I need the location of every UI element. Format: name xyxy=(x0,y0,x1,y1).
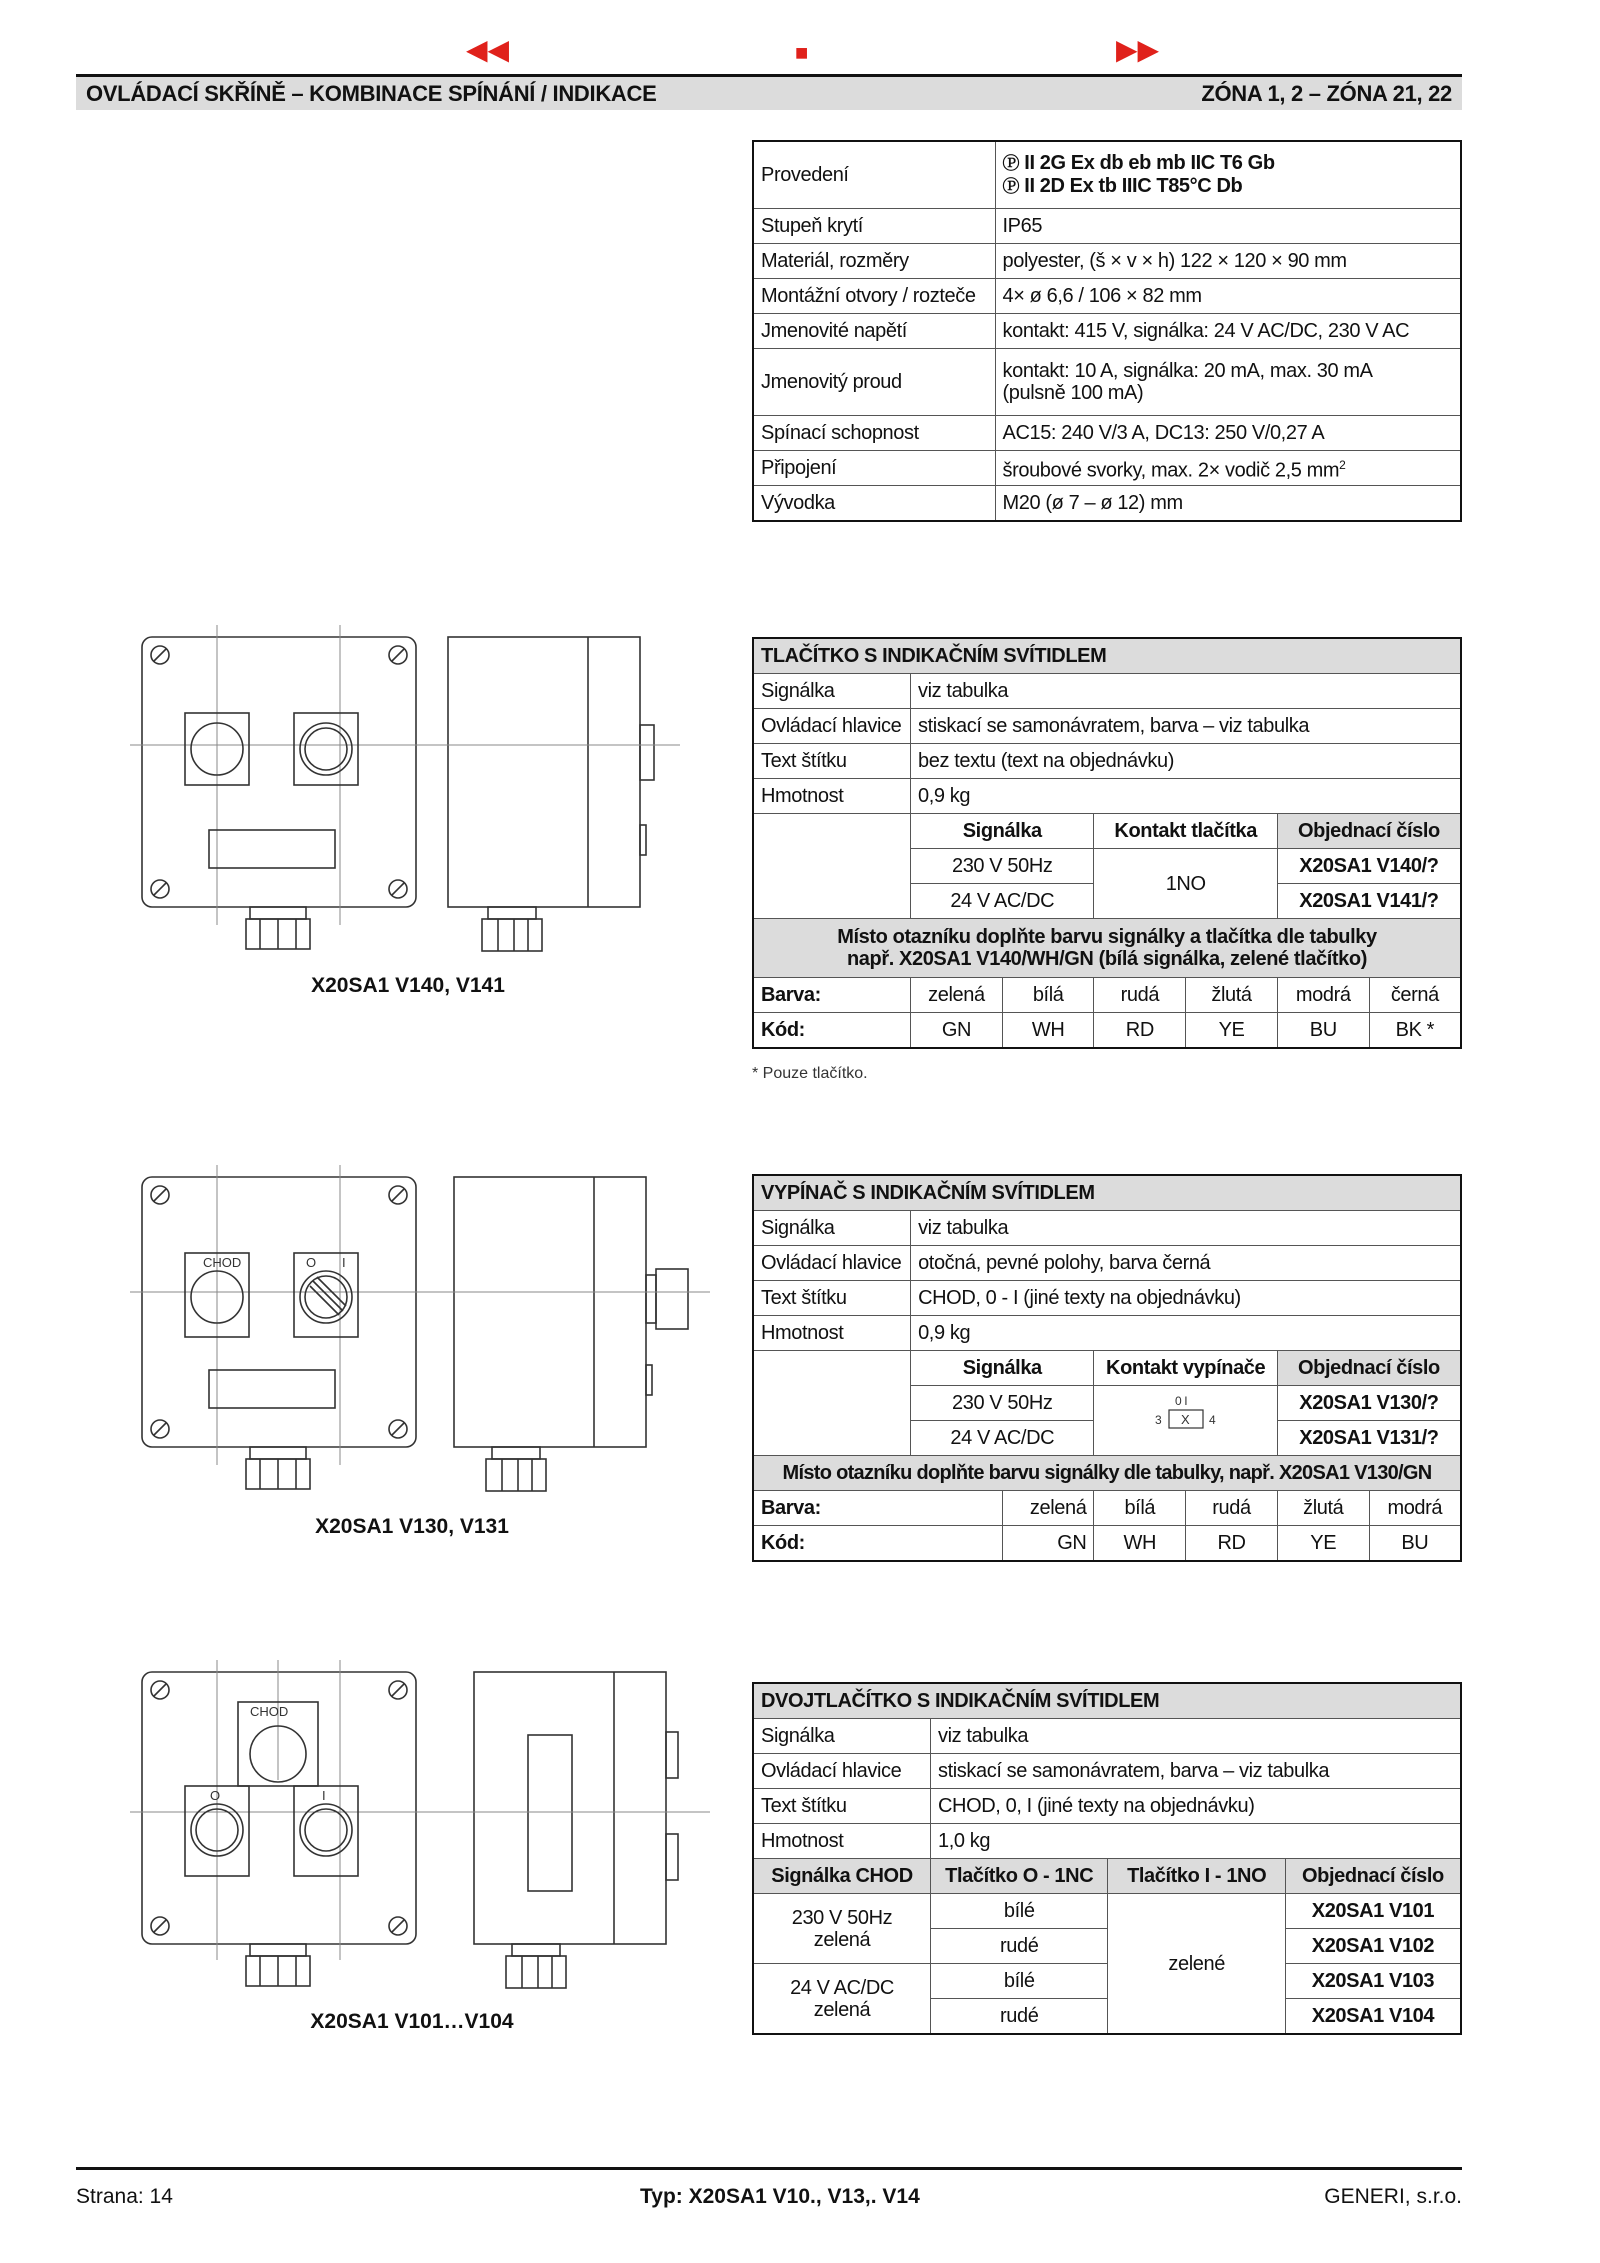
switch-contact-icon xyxy=(1141,1392,1231,1444)
drawing-push-button-box xyxy=(130,625,690,965)
order-number: X20SA1 V101 xyxy=(1285,1894,1461,1929)
svg-text:X: X xyxy=(1180,1412,1189,1427)
table-row: rudé X20SA1 V102 xyxy=(753,1929,1461,1964)
color-row: Barva: zelená bílá rudá žlutá modrá xyxy=(753,1491,1461,1526)
footer-company: GENERI, s.r.o. xyxy=(1324,2185,1462,2208)
footnote: * Pouze tlačítko. xyxy=(752,1065,868,1082)
footer-type: Typ: X20SA1 V10., V13,. V14 xyxy=(640,2185,920,2208)
footer-page: Strana: 14 xyxy=(76,2185,173,2208)
column-header: Signálka xyxy=(911,1351,1094,1386)
code-row: Kód: GN WH RD YE BU BK * xyxy=(753,1013,1461,1049)
drawing-switch-box xyxy=(130,1165,720,1505)
header-right-title: ZÓNA 1, 2 – ZÓNA 21, 22 xyxy=(1201,80,1452,106)
spec-row: Jmenovitý proud kontakt: 10 A, signálka: 20 mA, max. 30 mA (pulsně 100 mA) xyxy=(753,349,1461,416)
spec-row: Ovládací hlavice stiskací se samonávratem, barva – viz tabulka xyxy=(753,709,1461,744)
switch-table xyxy=(752,1174,1462,1562)
column-header: Kontakt vypínače xyxy=(1094,1351,1277,1386)
spec-table xyxy=(752,140,1462,522)
header-left-title: OVLÁDACÍ SKŘÍNĚ – KOMBINACE SPÍNÁNÍ / INDIKACE xyxy=(86,80,657,106)
spec-row: Spínací schopnost AC15: 240 V/3 A, DC13: 250 V/0,27 A xyxy=(753,416,1461,451)
column-header: Objednací číslo xyxy=(1277,1351,1461,1386)
spec-row-provedeni xyxy=(753,141,1461,209)
table-row: 24 V AC/DC X20SA1 V131/? xyxy=(753,1421,1461,1456)
column-header: Kontakt tlačítka xyxy=(1094,814,1277,849)
order-number: X20SA1 V104 xyxy=(1285,1999,1461,2035)
contact-symbol xyxy=(1094,1386,1277,1456)
code-row: Kód: GN WH RD YE BU xyxy=(753,1526,1461,1562)
hint-text: Místo otazníku doplňte barvu signálky dle tabulky, např. X20SA1 V130/GN xyxy=(753,1456,1461,1491)
spec-row: Stupeň krytí IP65 xyxy=(753,209,1461,244)
next-page-icon[interactable]: ▶▶ xyxy=(1116,34,1160,65)
label-one: I xyxy=(322,1788,326,1803)
column-header: Tlačítko I - 1NO xyxy=(1108,1859,1285,1894)
order-number: X20SA1 V130/? xyxy=(1277,1386,1461,1421)
order-number: X20SA1 V140/? xyxy=(1277,849,1461,884)
svg-text:4: 4 xyxy=(1208,1413,1215,1427)
table-row: 24 V AC/DC zelená bílé X20SA1 V103 xyxy=(753,1964,1461,1999)
previous-page-icon[interactable]: ◀◀ xyxy=(466,34,510,65)
spec-value: Ⓟ II 2G Ex db eb mb IIC T6 Gb Ⓟ II 2D Ex tb IIIC T85°C Db xyxy=(995,141,1461,209)
order-number: X20SA1 V103 xyxy=(1285,1964,1461,1999)
spec-row: Jmenovité napětí kontakt: 415 V, signálka: 24 V AC/DC, 230 V AC xyxy=(753,314,1461,349)
table-row: 230 V 50Hz 1NO X20SA1 V140/? xyxy=(753,849,1461,884)
color-row: Barva: zelená bílá rudá žlutá modrá černá xyxy=(753,978,1461,1013)
section-title: VYPÍNAČ S INDIKAČNÍM SVÍTIDLEM xyxy=(753,1175,1461,1211)
label-chod: CHOD xyxy=(250,1704,289,1719)
spec-row: Připojení šroubové svorky, max. 2× vodič 2,5 $mm^2$ xyxy=(753,451,1461,486)
spec-row: Text štítku bez textu (text na objednávku) xyxy=(753,744,1461,779)
footer-divider xyxy=(76,2167,1462,2170)
spec-label: Provedení xyxy=(753,141,995,209)
section-title: DVOJTLAČÍTKO S INDIKAČNÍM SVÍTIDLEM xyxy=(753,1683,1461,1719)
spec-row: Hmotnost 0,9 kg xyxy=(753,1316,1461,1351)
spec-row: Hmotnost 1,0 kg xyxy=(753,1824,1461,1859)
button-i-color: zelené xyxy=(1108,1894,1285,2035)
svg-text:3: 3 xyxy=(1154,1413,1161,1427)
section-title: TLAČÍTKO S INDIKAČNÍM SVÍTIDLEM xyxy=(753,638,1461,674)
spec-row: Text štítku CHOD, 0, I (jiné texty na objednávku) xyxy=(753,1789,1461,1824)
table-row: rudé X20SA1 V104 xyxy=(753,1999,1461,2035)
column-header: Objednací číslo xyxy=(1277,814,1461,849)
double-button-table xyxy=(752,1682,1462,2035)
stop-icon[interactable]: ■ xyxy=(795,40,809,65)
order-number: X20SA1 V141/? xyxy=(1277,884,1461,919)
spec-row: Signálka viz tabulka xyxy=(753,1719,1461,1754)
spec-row: Text štítku CHOD, 0 - I (jiné texty na objednávku) xyxy=(753,1281,1461,1316)
table-row: 230 V 50Hz 0 I X 3 4 X20SA1 V130/? xyxy=(753,1386,1461,1421)
order-number: X20SA1 V102 xyxy=(1285,1929,1461,1964)
drawing-caption-1: X20SA1 V140, V141 xyxy=(311,974,505,997)
spec-row: Signálka viz tabulka xyxy=(753,1211,1461,1246)
drawing-caption-2: X20SA1 V130, V131 xyxy=(315,1515,509,1538)
column-header: Tlačítko O - 1NC xyxy=(931,1859,1108,1894)
table-row: 230 V 50Hz zelená bílé zelené X20SA1 V101 xyxy=(753,1894,1461,1929)
spec-row: Ovládací hlavice stiskací se samonávratem, barva – viz tabulka xyxy=(753,1754,1461,1789)
label-one: I xyxy=(342,1255,346,1270)
drawing-caption-3: X20SA1 V101…V104 xyxy=(310,2010,514,2033)
spec-row: Materiál, rozměry polyester, (š × v × h) 122 × 120 × 90 mm xyxy=(753,244,1461,279)
table-row: 24 V AC/DC X20SA1 V141/? xyxy=(753,884,1461,919)
column-header: Signálka CHOD xyxy=(753,1859,931,1894)
spec-row: Vývodka M20 (ø 7 – ø 12) mm xyxy=(753,486,1461,522)
order-number: X20SA1 V131/? xyxy=(1277,1421,1461,1456)
label-chod: CHOD xyxy=(203,1255,242,1270)
push-button-table xyxy=(752,637,1462,1049)
spec-row: Signálka viz tabulka xyxy=(753,674,1461,709)
contact-value: 1NO xyxy=(1094,849,1277,919)
page-header xyxy=(76,74,1462,110)
label-zero: O xyxy=(210,1788,221,1803)
column-header: Objednací číslo xyxy=(1285,1859,1461,1894)
ex-mark-icon: Ⓟ xyxy=(1002,177,1020,196)
hint-text: Místo otazníku doplňte barvu signálky a tlačítka dle tabulky např. X20SA1 V140/WH/GN (bílá signálka, zelené tlačítko) xyxy=(753,919,1461,978)
spec-row: Ovládací hlavice otočná, pevné polohy, barva černá xyxy=(753,1246,1461,1281)
label-zero: O xyxy=(306,1255,317,1270)
ex-mark-icon: Ⓟ xyxy=(1002,154,1020,173)
svg-text:0 I: 0 I xyxy=(1174,1394,1187,1408)
spec-row: Hmotnost 0,9 kg xyxy=(753,779,1461,814)
drawing-double-button-box xyxy=(130,1660,720,2000)
column-header: Signálka xyxy=(911,814,1094,849)
spec-row: Montážní otvory / rozteče 4× ø 6,6 / 106 × 82 mm xyxy=(753,279,1461,314)
